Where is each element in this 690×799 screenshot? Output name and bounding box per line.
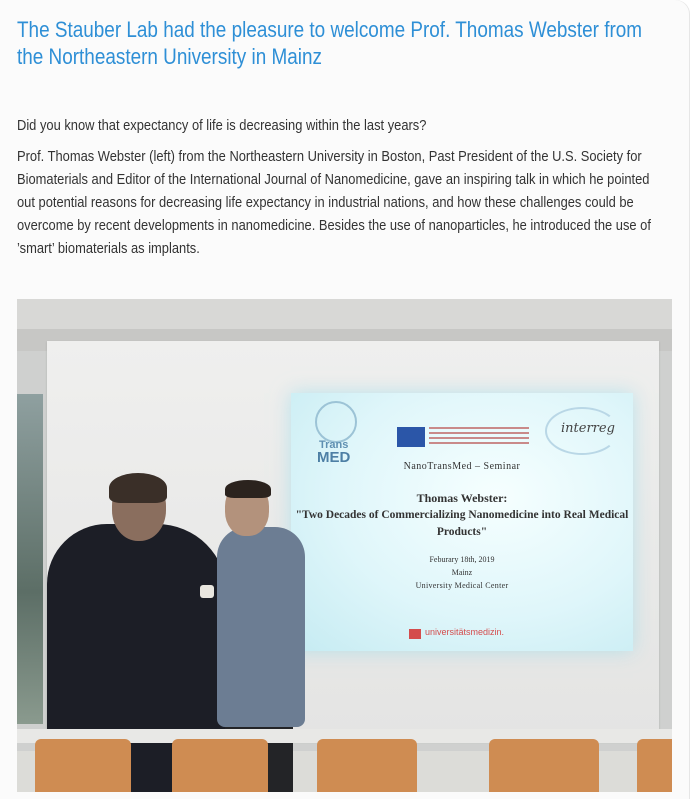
logo-med-text: MED [317, 449, 351, 466]
article-intro: Did you know that expectancy of life is decreasing within the last years? [17, 117, 427, 134]
eu-fund-text [429, 427, 529, 447]
photo-window [17, 394, 43, 724]
slide-speaker: Thomas Webster: [416, 491, 508, 505]
chair [637, 739, 672, 792]
person-right-hair [225, 480, 271, 498]
person-left-hair [109, 473, 167, 503]
person-right [217, 527, 305, 727]
university-logo-text: universitätsmedizin. [425, 627, 505, 637]
slide-city: Mainz [451, 568, 473, 577]
slide-date: Feburary 18th, 2019 [429, 555, 495, 564]
chair [317, 739, 417, 792]
slide-seminar: NanoTransMed – Seminar [403, 461, 521, 472]
nanotransmed-logo [309, 401, 363, 466]
logo-ring [315, 401, 357, 443]
interreg-logo [545, 407, 619, 455]
slide-venue: University Medical Center [415, 581, 509, 590]
chair [489, 739, 599, 792]
logo-trans-text: Trans [319, 439, 349, 451]
article-title: The Stauber Lab had the pleasure to welcome Prof. Thomas Webster from the Northeastern University in Mainz [17, 17, 643, 69]
university-logo-icon [409, 629, 421, 639]
article-paragraph: Prof. Thomas Webster (left) from the Northeastern University in Boston, Past President of the U.S. Society for Biomaterials and Editor of the International Journal of Nanomedicine, gave an inspiring talk in which he pointed out potential reasons for decreasing life expectancy in industrial nations, and how these challenges could be overcome by recent developments in nanomedicine. Besides the use of nanoparticles, he introduced the use of ’smart’ biomaterials as implants. [17, 148, 651, 257]
coffee-cup [200, 585, 214, 598]
interreg-text: interreg [561, 421, 615, 436]
chair [35, 739, 131, 792]
slide-talk-title: "Two Decades of Commercializing Nanomedicine into Real Medical Products" [295, 509, 629, 538]
eu-flag-icon [397, 427, 425, 447]
chair [172, 739, 268, 792]
projected-slide [291, 393, 633, 651]
event-photo [17, 299, 672, 792]
